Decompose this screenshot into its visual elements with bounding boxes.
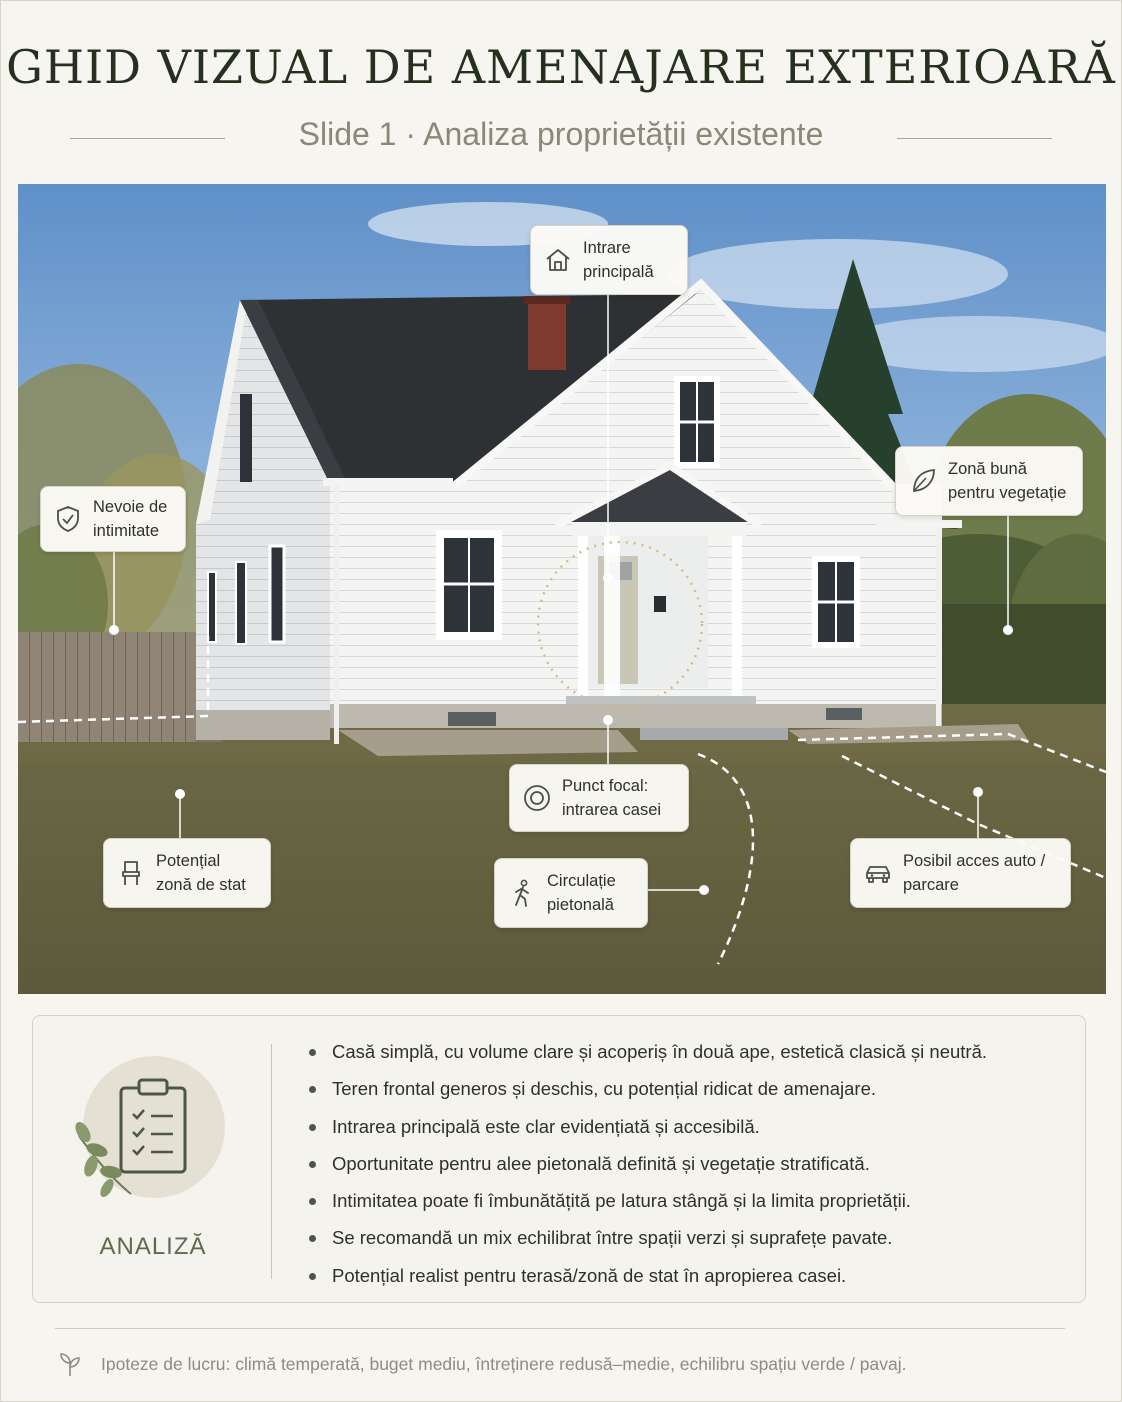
callout-vegetation (895, 446, 1083, 516)
callout-pedestrian-line2: pietonală (547, 896, 614, 914)
callout-seating (103, 838, 271, 908)
footer-text: Ipoteze de lucru: climă temperată, buget mediu, întreținere redusă–medie, echilibru spațiu verde / pavaj. (101, 1353, 907, 1374)
callout-seating-line2: zonă de stat (156, 876, 246, 894)
analysis-label: ANALIZĂ (99, 1233, 207, 1260)
callout-parking (850, 838, 1071, 908)
leaf-icon (908, 466, 938, 496)
sprout-icon (55, 1349, 85, 1379)
callout-pedestrian (494, 858, 648, 928)
page-title: GHID VIZUAL DE AMENAJARE EXTERIOARĂ (6, 40, 1116, 94)
callout-focal (509, 764, 689, 832)
analysis-panel (32, 1015, 1086, 1303)
callout-focal-line1: Punct focal: (562, 777, 649, 795)
subtitle-rule-left (70, 138, 225, 139)
callout-vegetation-line1: Zonă bună (948, 460, 1027, 478)
analysis-item: Potențial realist pentru terasă/zonă de stat în apropierea casei. (307, 1260, 987, 1297)
walking-person-icon (507, 878, 537, 908)
analysis-item: Se recomandă un mix echilibrat între spații verzi și suprafețe pavate. (307, 1222, 987, 1259)
callout-focal-line2: intrarea casei (562, 801, 662, 819)
subtitle-row (70, 112, 1052, 162)
target-icon (522, 783, 552, 813)
analysis-item: Intimitatea poate fi îmbunătățită pe latura stângă și la limita proprietății. (307, 1185, 987, 1222)
car-icon (863, 858, 893, 888)
callout-privacy-line1: Nevoie de (93, 498, 168, 516)
callout-parking-line2: parcare (903, 876, 959, 894)
house-photo (18, 184, 1106, 994)
analysis-list (307, 1036, 987, 1297)
callout-parking-line1: Posibil acces auto / (903, 852, 1046, 870)
callout-entrance-line1: Intrare (583, 239, 631, 257)
shield-icon (53, 504, 83, 534)
house-icon (543, 245, 573, 275)
callout-entrance-line2: principală (583, 263, 654, 281)
analysis-divider (271, 1044, 272, 1279)
footer (55, 1347, 1065, 1381)
callout-privacy (40, 486, 186, 552)
analysis-item: Intrarea principală este clar evidențiată și accesibilă. (307, 1111, 987, 1148)
leaf-sprig-decoration (69, 1116, 139, 1206)
page-subtitle: Slide 1 · Analiza proprietății existente (298, 116, 824, 152)
callout-vegetation-line2: pentru vegetație (948, 484, 1067, 502)
footer-divider (55, 1328, 1065, 1329)
chair-icon (116, 858, 146, 888)
callout-entrance (530, 225, 688, 295)
analysis-item: Teren frontal generos și deschis, cu potențial ridicat de amenajare. (307, 1073, 987, 1110)
callout-pedestrian-line1: Circulație (547, 872, 616, 890)
callout-privacy-line2: intimitate (93, 522, 160, 540)
callout-seating-line1: Potențial (156, 852, 221, 870)
analysis-item: Oportunitate pentru alee pietonală definită și vegetație stratificată. (307, 1148, 987, 1185)
subtitle-rule-right (897, 138, 1052, 139)
analysis-item: Casă simplă, cu volume clare și acoperiș în două ape, estetică clasică și neutră. (307, 1036, 987, 1073)
